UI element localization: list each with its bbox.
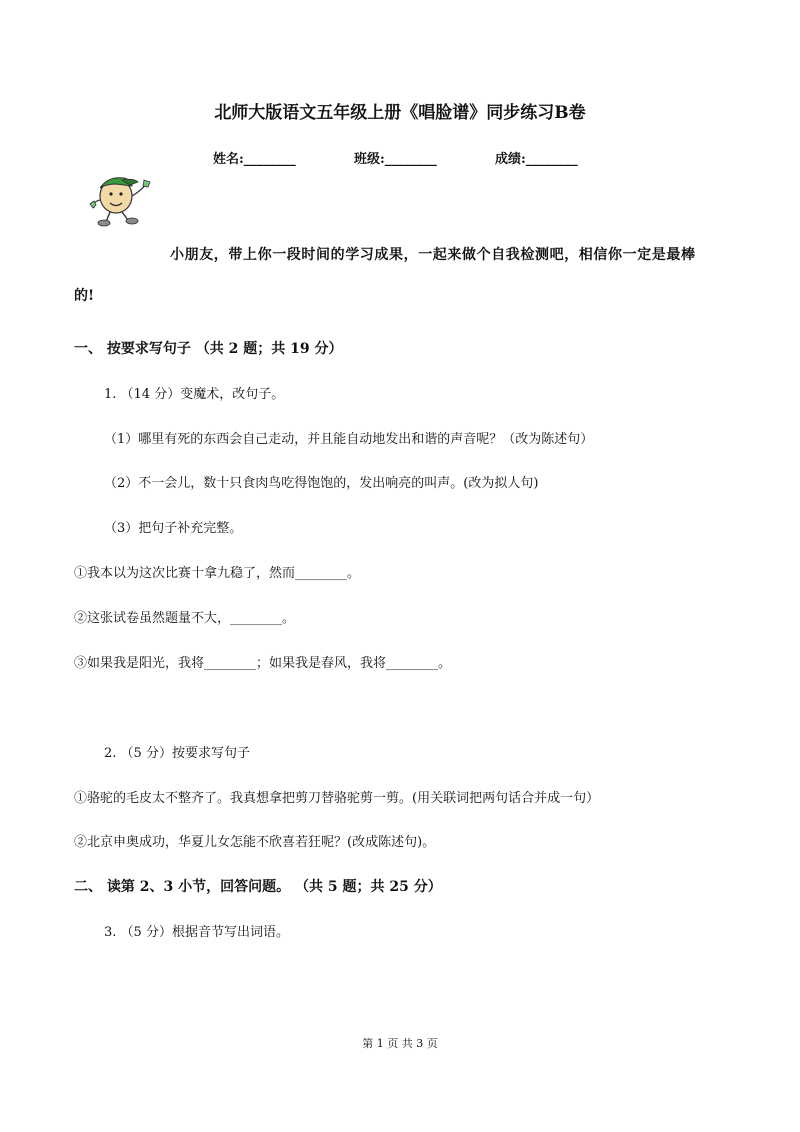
mascot-icon	[86, 172, 158, 228]
class-field: 班级:________	[354, 152, 437, 167]
question-1-line: ②这张试卷虽然题量不大，________。	[74, 611, 296, 626]
question-1-stem: 1. （14 分）变魔术，改句子。	[104, 387, 285, 402]
question-1-line: （3）把句子补充完整。	[104, 521, 243, 536]
section-1-heading: 一、 按要求写句子 （共 2 题；共 19 分）	[74, 341, 343, 357]
section-2-heading: 二、 读第 2、3 小节，回答问题。 （共 5 题；共 25 分）	[74, 879, 442, 895]
intro-line-1: 小朋友，带上你一段时间的学习成果，一起来做个自我检测吧，相信你一定是最棒	[170, 247, 696, 263]
question-1-line: （1）哪里有死的东西会自己走动，并且能自动地发出和谐的声音呢？（改为陈述句）	[104, 432, 594, 447]
question-1-line: （2）不一会儿，数十只食肉鸟吃得饱饱的，发出响亮的叫声。(改为拟人句)	[104, 476, 539, 491]
intro-line-2: 的!	[74, 288, 95, 304]
question-3-stem: 3. （5 分）根据音节写出词语。	[104, 925, 289, 940]
page-footer: 第 1 页 共 3 页	[362, 1037, 438, 1050]
question-1-line: ①我本以为这次比赛十拿九稳了，然而________。	[74, 566, 361, 581]
question-2-line: ②北京申奥成功，华夏儿女怎能不欣喜若狂呢？(改成陈述句)。	[74, 835, 436, 850]
score-field: 成绩:________	[495, 152, 578, 167]
question-2-line: ①骆驼的毛皮太不整齐了。我真想拿把剪刀替骆驼剪一剪。(用关联词把两句话合并成一句）	[74, 791, 600, 806]
question-1-line: ③如果我是阳光，我将________；如果我是春风，我将________。	[74, 656, 452, 671]
page-title: 北师大版语文五年级上册《唱脸谱》同步练习B卷	[214, 103, 586, 123]
name-field: 姓名:________	[213, 152, 296, 167]
question-2-stem: 2. （5 分）按要求写句子	[104, 746, 250, 761]
